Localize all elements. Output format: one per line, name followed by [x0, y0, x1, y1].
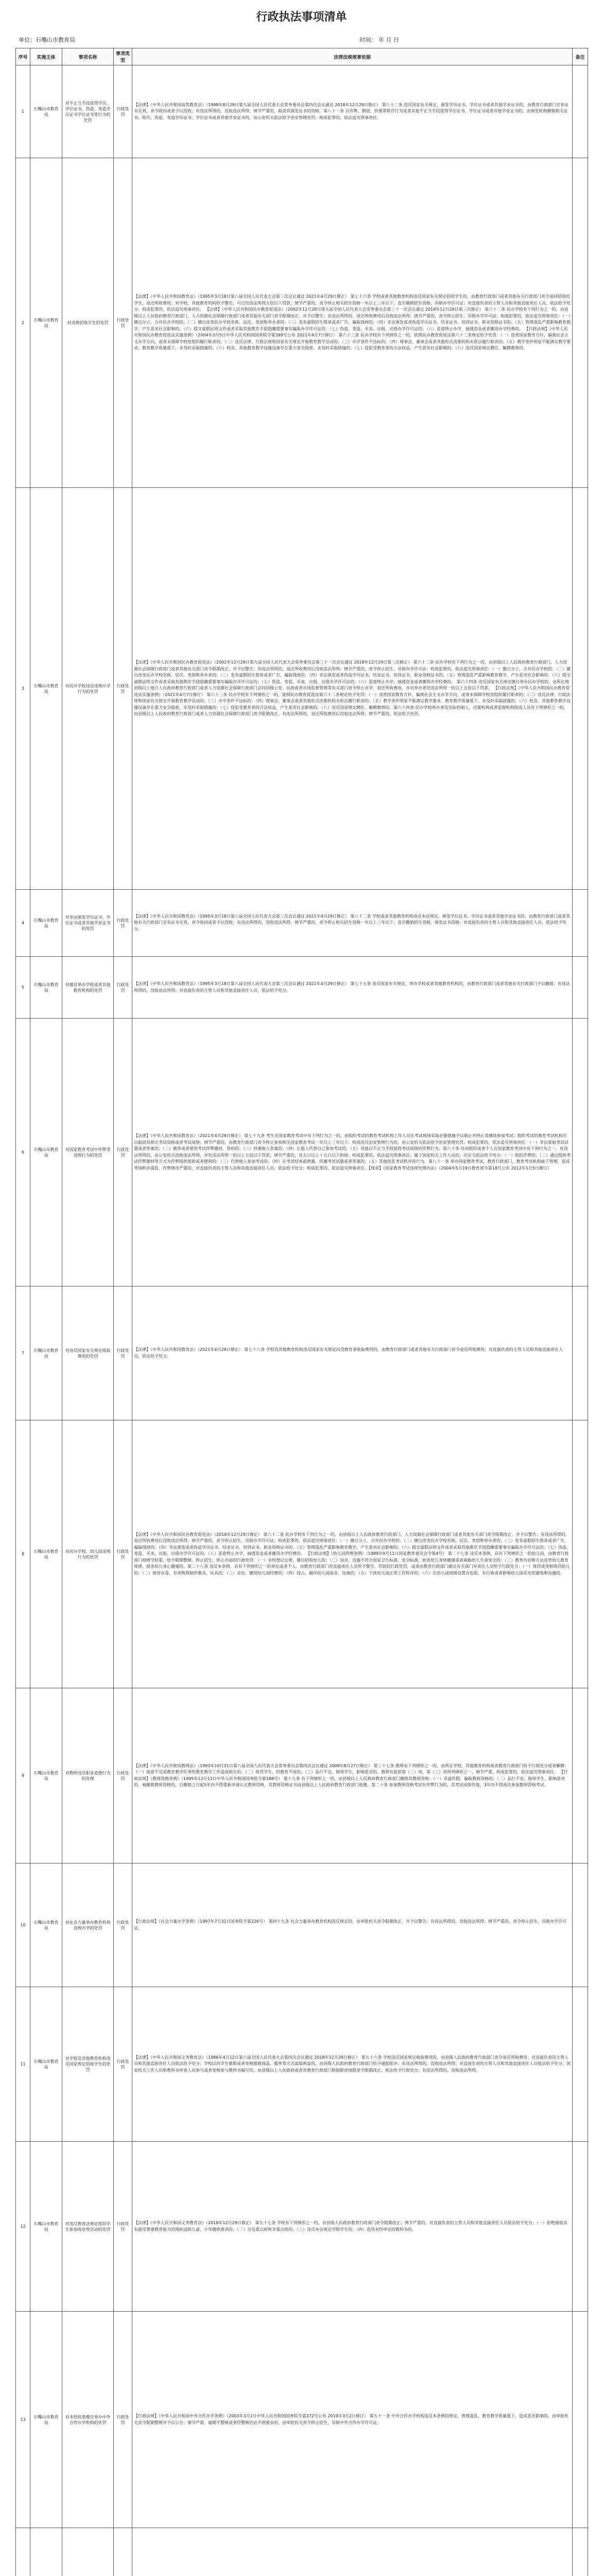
cell-name: 对不正当手段获得学历、学位证书，伪造、变造学历证书学位证书等行为的处罚	[62, 65, 114, 158]
header-name: 事项名称	[62, 48, 114, 65]
cell-name: 对擅自举办学校或者其他教育机构的处罚	[62, 957, 114, 1019]
table-header-row	[16, 48, 588, 65]
cell-basis: 【法律】《中华人民共和国教育法》（2021年4月29日修正） 第七十九条 考生在国家教育考试中有下列行为之一的，由组织考试的教育考试机构工作人员在考试现场采取必要措施予以制止并终止其继续参加考试；组织考试的教育考试机构可以取消其相关考试资格或者考试成绩；情节严重的，由教育行政部门责令停止参加相关国家教育考试一年以上三年以下；构成违反治安管理行为的，由公安机关依法给予治安管理处罚；构成犯罪的，依法追究刑事责任：（一）非法获取考试试题或者答案的；（二）携带或者使用考试作弊器材、资料的；（三）抄袭他人答案的；（四）让他人代替自己参加考试的；（五）其他以不正当手段获得考试成绩的作弊行为。第八十条 任何组织或者个人在国家教育考试中有下列行为之一，有违法所得的，由公安机关没收违法所得，并处违法所得一倍以上五倍以下罚款；情节严重的，处五日以上十五日以下拘留；构成犯罪的，依法追究刑事责任；属于国家机关工作人员的，还应当依法给予处分：（一）组织作弊的；（二）通过提供考试作弊器材等方式为作弊提供帮助或者便利的；（三）代替他人参加考试的；（四）在考试结束前泄露、传播考试试题或者答案的；（五）其他扰乱考试秩序的行为。第八十一条 举办国家教育考试，教育行政部门、教育考试机构疏于管理，造成考场秩序混乱、作弊情况严重的，对直接负责的主管人员和其他直接责任人员，依法给予处分；构成犯罪的，依法追究刑事责任。【规章】《国家教育考试违规处理办法》（2004年5月19日教育部令第18号公布 2012年1月5日修订）	[132, 1019, 573, 1286]
enforcement-table	[15, 48, 588, 2576]
cell-type: 行政处罚	[114, 890, 132, 957]
cell-basis: 【法律】《中华人民共和国教育法》（2021年4月29日修正） 第七十八条 学校及其他教育机构违反国家有关规定向受教育者收取费用的，由教育行政部门或者其他有关行政部门责令退还所收费用；对直接负责的主管人员和其他直接责任人员，依法给予处分。	[132, 1286, 573, 1420]
unit-label: 单位：石嘴山市教育局	[19, 37, 75, 43]
cell-subject: 石嘴山市教育局	[30, 1987, 62, 2142]
cell-type: 行政处罚	[114, 2142, 132, 2312]
table-row	[16, 158, 588, 488]
time-label: 时间： 年 月 日	[359, 37, 399, 43]
cell-type: 行政处罚	[114, 1286, 132, 1420]
cell-subject: 石嘴山市教育局	[30, 2312, 62, 2528]
header-subject: 实施主体	[30, 48, 62, 65]
cell-no: 8	[16, 1420, 30, 1688]
cell-basis: 【法律】《中华人民共和国民办教育促进法》（2002年12月28日第九届全国人民代表大会常务委员会第三十一次会议通过 2018年12月29日第三次修正） 第六十二条 民办学校有下列行为之一的，由县级以上人民政府教育行政部门、人力资源社会保障行政部门或者其他有关部门责令限期改正，并予以警告；有违法所得的，退还所收费用后没收违法所得；情节严重的，责令停止招生、吊销办学许可证；构成犯罪的，依法追究刑事责任：（一）擅自分立、合并民办学校的；（二）擅自改变民办学校名称、层次、类别和举办者的；（三）发布虚假招生简章或者广告，骗取钱财的；（四）非法颁发或者伪造学历证书、结业证书、培训证书、职业资格证书的；（五）管理混乱严重影响教育教学，产生恶劣社会影响的；（六）提交虚假证明文件或者采取其他欺诈手段隐瞒重要事实骗取办学许可证的；（七）伪造、变造、买卖、出租、出借办学许可证的；（八）恶意终止办学、抽逃资金或者挪用办学经费的。 第六十四条 违反国家有关规定擅自举办民办学校的，由所在地县级以上地方人民政府教育行政部门或者人力资源社会保障行政部门会同同级公安、民政或者市场监督管理等有关部门责令停止办学、退还所收费用，并对举办者处违法所得一倍以上五倍以下罚款。 【行政法规】《中华人民共和国民办教育促进法实施条例》（2021年4月7日修订） 第六十三条 民办学校有下列情形之一的，依照民办教育促进法第六十二条规定给予处罚：（一）违背国家教育方针，偏离社会主义办学方向，或者未保障学校党组织履行职责的；（二）违反法律、行政法规和国家有关规定开展教育教学活动的；（三）办学条件不达标的；（四）理事会、董事会或者其他形式决策机构未依法履行职责的；（五）教学条件明显不能满足教学要求、教育教学质量低下，未及时采取措施的；（六）校舍、其他教育教学设施设备存在重大安全隐患，未及时采取措施的；（七）侵犯受教育者的合法权益，产生恶劣社会影响的；（八）违反国家规定聘任、解聘教师的。第六十四条 民办学校举办者及实际控制人、决策机构或者监督机构组成人员有下列情形之一的，由县级以上人民政府教育行政部门或者人力资源社会保障行政部门责令限期改正，有违法所得的，退还所收费用后没收违法所得；情节严重的，依法给予处罚。	[132, 488, 573, 890]
cell-type: 行政处罚	[114, 1863, 132, 1987]
cell-basis: 【法律】《中华人民共和国民办教育促进法》（2018年12月29日修正） 第六十二条 民办学校有下列行为之一的，由县级以上人民政府教育行政部门、人力资源社会保障行政部门或者其他有关部门责令限期改正，并予以警告；有违法所得的，退还所收费用后没收违法所得；情节严重的，责令停止招生、吊销办学许可证；构成犯罪的，依法追究刑事责任：（一）擅自分立、合并民办学校的；（二）擅自改变民办学校名称、层次、类别和举办者的；（三）发布虚假招生简章或者广告，骗取钱财的；（四）非法颁发或者伪造学历证书、结业证书、培训证书、职业资格证书的；（五）管理混乱严重影响教育教学，产生恶劣社会影响的；（六）提交虚假证明文件或者采取其他欺诈手段隐瞒重要事实骗取办学许可证的；（七）伪造、变造、买卖、出租、出借办学许可证的；（八）恶意终止办学、抽逃资金或者挪用办学经费的。 【行政法规】《幼儿园管理条例》（1989年9月11日国家教育委员会令第4号） 第二十七条 违反本条例，具有下列情形之一的幼儿园，由教育行政部门视情节轻重，给予限期整顿、停止招生、停止办园的行政处罚：（一）未经登记注册，擅自招收幼儿的；（二）园舍、设施不符合国家卫生标准、安全标准，妨害幼儿身体健康或者威胁幼儿生命安全的；（三）教育内容和方法违背幼儿教育规律，损害幼儿身心健康的。第二十八条 违反本条例，具有下列情形之一的单位或者个人，由教育行政部门对直接责任人员给予警告、罚款的行政处罚，或者由教育行政部门建议有关部门对责任人员给予行政处分：（一）体罚或变相体罚幼儿的；（二）使用有毒、有害物质制作教具、玩具的；（三）克扣、挪用幼儿园经费的；（四）侵占、破坏幼儿园园舍、设备的；（五）干扰幼儿园正常工作秩序的；（六）在幼儿园周围设置有危险、有污染或者影响幼儿园采光的建筑和设施的。	[132, 1420, 573, 1688]
cell-no: 1	[16, 65, 30, 158]
cell-subject: 石嘴山市教育局	[30, 158, 62, 488]
cell-remark	[573, 2312, 588, 2528]
cell-remark	[573, 957, 588, 1019]
table-row	[16, 1863, 588, 1987]
cell-basis: 【法律】《中华人民共和国义务教育法》（2018年12月29日修正） 第五十七条 学校有下列情形之一的，由县级人民政府教育行政部门责令限期改正；情节严重的，对直接负责的主管人员和其他直接责任人员依法给予处分：（一）拒绝接收具有接受普通教育能力的残疾适龄儿童、少年随班就读的；（二）分设重点班和非重点班的；（三）违反本法规定开除学生的；（四）选用未经审定的教科书的。	[132, 2142, 573, 2312]
table-row	[16, 2142, 588, 2312]
cell-remark	[573, 158, 588, 488]
cell-remark	[573, 1987, 588, 2142]
cell-no	[16, 2528, 30, 2576]
document-title: 行政执法事项清单	[256, 10, 347, 24]
cell-name: 对国家教育考试中作弊等违规行为的处罚	[62, 1019, 114, 1286]
table-row	[16, 2312, 588, 2528]
cell-basis: 【法律】《中华人民共和国教师法》（1993年10月31日第八届全国人民代表大会常务委员会第四次会议通过 2009年8月27日修正） 第三十七条 教师有下列情形之一的，由所在学校、其他教育机构或者教育行政部门给予行政处分或者解聘：（一）故意不完成教育教学任务给教育教学工作造成损失的；（二）体罚学生，经教育不改的；（三）品行不良、侮辱学生，影响恶劣的。教师有前款第（二）项、第（三）项所列情形之一，情节严重，构成犯罪的，依法追究刑事责任。 【行政法规】《教师资格条例》（1995年12月12日中华人民共和国国务院令第188号） 第十九条 有下列情形之一的，由县级以上人民政府教育行政部门撤销其教师资格：（一）弄虚作假、骗取教师资格的；（二）品行不良、侮辱学生，影响恶劣的。被撤销教师资格的，自撤销之日起5年内不得重新申请认定教师资格，其教师资格证书由县级以上人民政府教育行政部门收缴。第二十条 参加教师资格考试有作弊行为的，其考试成绩作废，3年内不得再次参加教师资格考试。	[132, 1688, 573, 1863]
cell-remark	[573, 1863, 588, 1987]
cell-name	[62, 2528, 114, 2576]
cell-no: 7	[16, 1286, 30, 1420]
document-page	[15, 0, 588, 2576]
cell-subject: 石嘴山市教育局	[30, 2142, 62, 2312]
cell-subject	[30, 2528, 62, 2576]
cell-no: 9	[16, 1688, 30, 1863]
cell-no: 4	[16, 890, 30, 957]
header-no: 序号	[16, 48, 30, 65]
cell-remark	[573, 890, 588, 957]
cell-subject: 石嘴山市教育局	[30, 1019, 62, 1286]
cell-no: 13	[16, 2312, 30, 2528]
cell-name: 对社会力量举办教育机构违规办学的处罚	[62, 1863, 114, 1987]
cell-remark	[573, 1286, 588, 1420]
header-basis: 法律法规规章依据	[132, 48, 573, 65]
cell-no: 12	[16, 2142, 30, 2312]
cell-basis: 【行政法规】《中华人民共和国中外合作办学条例》（2003年3月1日中华人民共和国国务院令第372号公布 2019年3月2日修订） 第五十一条 中外合作办学机构违反本条例的规定，管理混乱，教育教学质量低下，造成恶劣影响的，由审批机关责令限期整顿并予以公告；情节严重、逾期不整顿或者经整顿仍达不到要求的，由审批机关责令停止招生、吊销中外合作办学许可证。	[132, 2312, 573, 2528]
cell-no: 2	[16, 158, 30, 488]
cell-type: 行政处罚	[114, 1688, 132, 1863]
cell-name: 对未经批准擅自举办中外合作办学机构的处罚	[62, 2312, 114, 2528]
table-row	[16, 488, 588, 890]
table-row	[16, 65, 588, 158]
cell-name: 对学校及其他教育机构违反国家规定招收学生的处罚	[62, 1987, 114, 2142]
cell-name: 对非法颁发学历证书、学位证书或者其他学业证书的处罚	[62, 890, 114, 957]
cell-remark	[573, 488, 588, 890]
cell-type: 行政处罚	[114, 1987, 132, 2142]
table-row	[16, 890, 588, 957]
cell-name: 对违规招收学生的处罚	[62, 158, 114, 488]
cell-type: 行政处罚	[114, 957, 132, 1019]
cell-remark	[573, 1019, 588, 1286]
cell-basis: 【法律】《中华人民共和国教育法》（1995年3月18日第八届全国人民代表大会第三次会议通过 2021年4月29日修正） 第八十二条 学校或者其他教育机构违反本法规定，颁发学位证书、学历证书或者其他学业证书的，由教育行政部门或者其他有关行政部门宣布证书无效，责令收回或者予以没收；有违法所得的，没收违法所得；情节严重的，责令停止相关招生资格一年以上三年以下，直至撤销招生资格、颁发证书资格；对直接负责的主管人员和其他直接责任人员，依法给予处分。	[132, 890, 573, 957]
cell-name: 对违反国家有关规定收取费用的处罚	[62, 1286, 114, 1420]
cell-subject: 石嘴山市教育局	[30, 1863, 62, 1987]
cell-no: 5	[16, 957, 30, 1019]
cell-type: 行政处罚	[114, 65, 132, 158]
cell-type: 行政处罚	[114, 2312, 132, 2528]
table-row	[16, 1688, 588, 1863]
cell-type: 行政处罚	[114, 1019, 132, 1286]
cell-basis: 【行政法规】《社会力量办学条例》（1997年7月31日国务院令第226号） 第四十九条 社会力量举办教育机构违反规定的，由审批机关责令限期改正，并予以警告；有违法所得的，没收违法所得；情节严重的，责令停止招生、吊销办学许可证。	[132, 1863, 573, 1987]
cell-type: 行政处罚	[114, 488, 132, 890]
cell-name: 对民办学校违法违规办学行为的处罚	[62, 488, 114, 890]
cell-remark	[573, 2142, 588, 2312]
table-row	[16, 957, 588, 1019]
cell-type	[114, 2528, 132, 2576]
cell-subject: 石嘴山市教育局	[30, 957, 62, 1019]
cell-no: 10	[16, 1863, 30, 1987]
table-row	[16, 1987, 588, 2142]
table-row	[16, 1420, 588, 1688]
cell-remark	[573, 2528, 588, 2576]
cell-name: 对民办学校、幼儿园违规行为的处罚	[62, 1420, 114, 1688]
table-body	[16, 65, 588, 2576]
cell-remark	[573, 1688, 588, 1863]
cell-subject: 石嘴山市教育局	[30, 488, 62, 890]
header-remark: 备注	[573, 48, 588, 65]
cell-subject: 石嘴山市教育局	[30, 65, 62, 158]
cell-basis: 【法律】《中华人民共和国义务教育法》（1986年4月12日第六届全国人民代表大会第四次会议通过 2018年12月29日修正） 第五十六条 学校违反国家规定收取费用的，由县级人民政府教育行政部门责令退还所收费用；对直接负责的主管人员和其他直接责任人员依法给予处分。学校以向学生推销或者变相推销商品、服务等方式谋取利益的，由县级人民政府教育行政部门给予通报批评；有违法所得的，没收违法所得；对直接负责的主管人员和其他直接责任人员依法给予处分。国家机关工作人员和教科书审查人员参与或者变相参与教科书编写的，由县级以上人民政府或者其教育行政部门根据职责权限责令限期改正，依法给予行政处分；有违法所得的，没收违法所得。	[132, 1987, 573, 2142]
table-row	[16, 1286, 588, 1420]
table-row	[16, 1019, 588, 1286]
cell-remark	[573, 65, 588, 158]
cell-name: 对教师违反职业道德行为的处理	[62, 1688, 114, 1863]
cell-basis	[132, 2528, 573, 2576]
cell-type: 行政处罚	[114, 1420, 132, 1688]
cell-basis: 【法律】《中华人民共和国高等教育法》（1998年8月29日第九届全国人民代表大会常务委员会第四次会议通过 2018年12月29日修正） 第八十二条 违反国家有关规定，颁发学历证书、学位证书或者其他学业证书的，由教育行政部门宣布证书无效，责令收回或者予以没收；有违法所得的，没收违法所得；情节严重的，取消其颁发证书的资格。第八十一条 以作弊、剽窃、抄袭等欺诈行为或者其他不正当手段获得学历证书、学位证书或者其他学业证书的，由颁发机构撤销相关证书。购买、伪造、变造学历证书、学位证书或者其他学业证书的，由公安机关依法给予治安管理处罚；构成犯罪的，依法追究刑事责任。	[132, 65, 573, 158]
table-row	[16, 2528, 588, 2576]
cell-type: 行政处罚	[114, 158, 132, 488]
cell-subject: 石嘴山市教育局	[30, 1286, 62, 1420]
cell-basis: 【法律】《中华人民共和国教育法》（1995年3月18日第八届全国人民代表大会第三次会议通过 2021年4月29日修正） 第七十五条 违反国家有关规定，举办学校或者其他教育机构的，由教育行政部门或者其他有关行政部门予以撤销；有违法所得的，没收违法所得；对直接负责的主管人员和其他直接责任人员，依法给予处分。	[132, 957, 573, 1019]
cell-basis: 【法律】《中华人民共和国教育法》（1995年3月18日第八届全国人民代表大会第三次会议通过 2021年4月29日修正） 第七十六条 学校或者其他教育机构违反国家有关规定招收学生的，由教育行政部门或者其他有关行政部门责令退回招收的学生，退还所收费用；对学校、其他教育机构给予警告，可以处违法所得五倍以下罚款；情节严重的，责令停止相关招生资格一年以上三年以下，直至撤销招生资格、吊销办学许可证；对直接负责的主管人员和其他直接责任人员，依法给予处分；构成犯罪的，依法追究刑事责任。 【法律】《中华人民共和国民办教育促进法》（2002年12月28日第九届全国人民代表大会常务委员会第三十一次会议通过 2018年12月29日第三次修正） 第六十二条 民办学校有下列行为之一的，由县级以上人民政府教育行政部门、人力资源社会保障行政部门或者其他有关部门责令限期改正，并予以警告；有违法所得的，退还所收费用后没收违法所得；情节严重的，责令停止招生、吊销办学许可证；构成犯罪的，依法追究刑事责任：（一）擅自分立、合并民办学校的；（二）擅自改变民办学校名称、层次、类别和举办者的；（三）发布虚假招生简章或者广告，骗取钱财的；（四）非法颁发或者伪造学历证书、结业证书、培训证书、职业资格证书的；（五）管理混乱严重影响教育教学，产生恶劣社会影响的；（六）提交虚假证明文件或者采取其他欺诈手段隐瞒重要事实骗取办学许可证的；（七）伪造、变造、买卖、出租、出借办学许可证的；（八）恶意终止办学、抽逃资金或者挪用办学经费的。 【行政法规】《中华人民共和国民办教育促进法实施条例》（2004年3月5日中华人民共和国国务院令第399号公布 2021年4月7日修订） 第六十三条 民办学校有下列情形之一的，依照民办教育促进法第六十二条规定给予处罚：（一）违背国家教育方针，偏离社会主义办学方向，或者未保障学校党组织履行职责的；（二）违反法律、行政法规和国家有关规定开展教育教学活动的；（三）办学条件不达标的；（四）理事会、董事会或者其他形式决策机构未依法履行职责的；（五）教学条件明显不能满足教学要求、教育教学质量低下，未及时采取措施的；（六）校舍、其他教育教学设施设备存在重大安全隐患，未及时采取措施的；（七）侵犯受教育者的合法权益，产生恶劣社会影响的；（八）违反国家规定聘任、解聘教师的。	[132, 158, 573, 488]
cell-name: 对违反教育法规定组织学生参加商业性活动的处罚	[62, 2142, 114, 2312]
cell-remark	[573, 1420, 588, 1688]
cell-subject: 石嘴山市教育局	[30, 1688, 62, 1863]
document-meta	[15, 36, 588, 48]
cell-no: 11	[16, 1987, 30, 2142]
header-type: 事项类型	[114, 48, 132, 65]
cell-subject: 石嘴山市教育局	[30, 890, 62, 957]
cell-subject: 石嘴山市教育局	[30, 1420, 62, 1688]
cell-no: 3	[16, 488, 30, 890]
cell-no: 6	[16, 1019, 30, 1286]
